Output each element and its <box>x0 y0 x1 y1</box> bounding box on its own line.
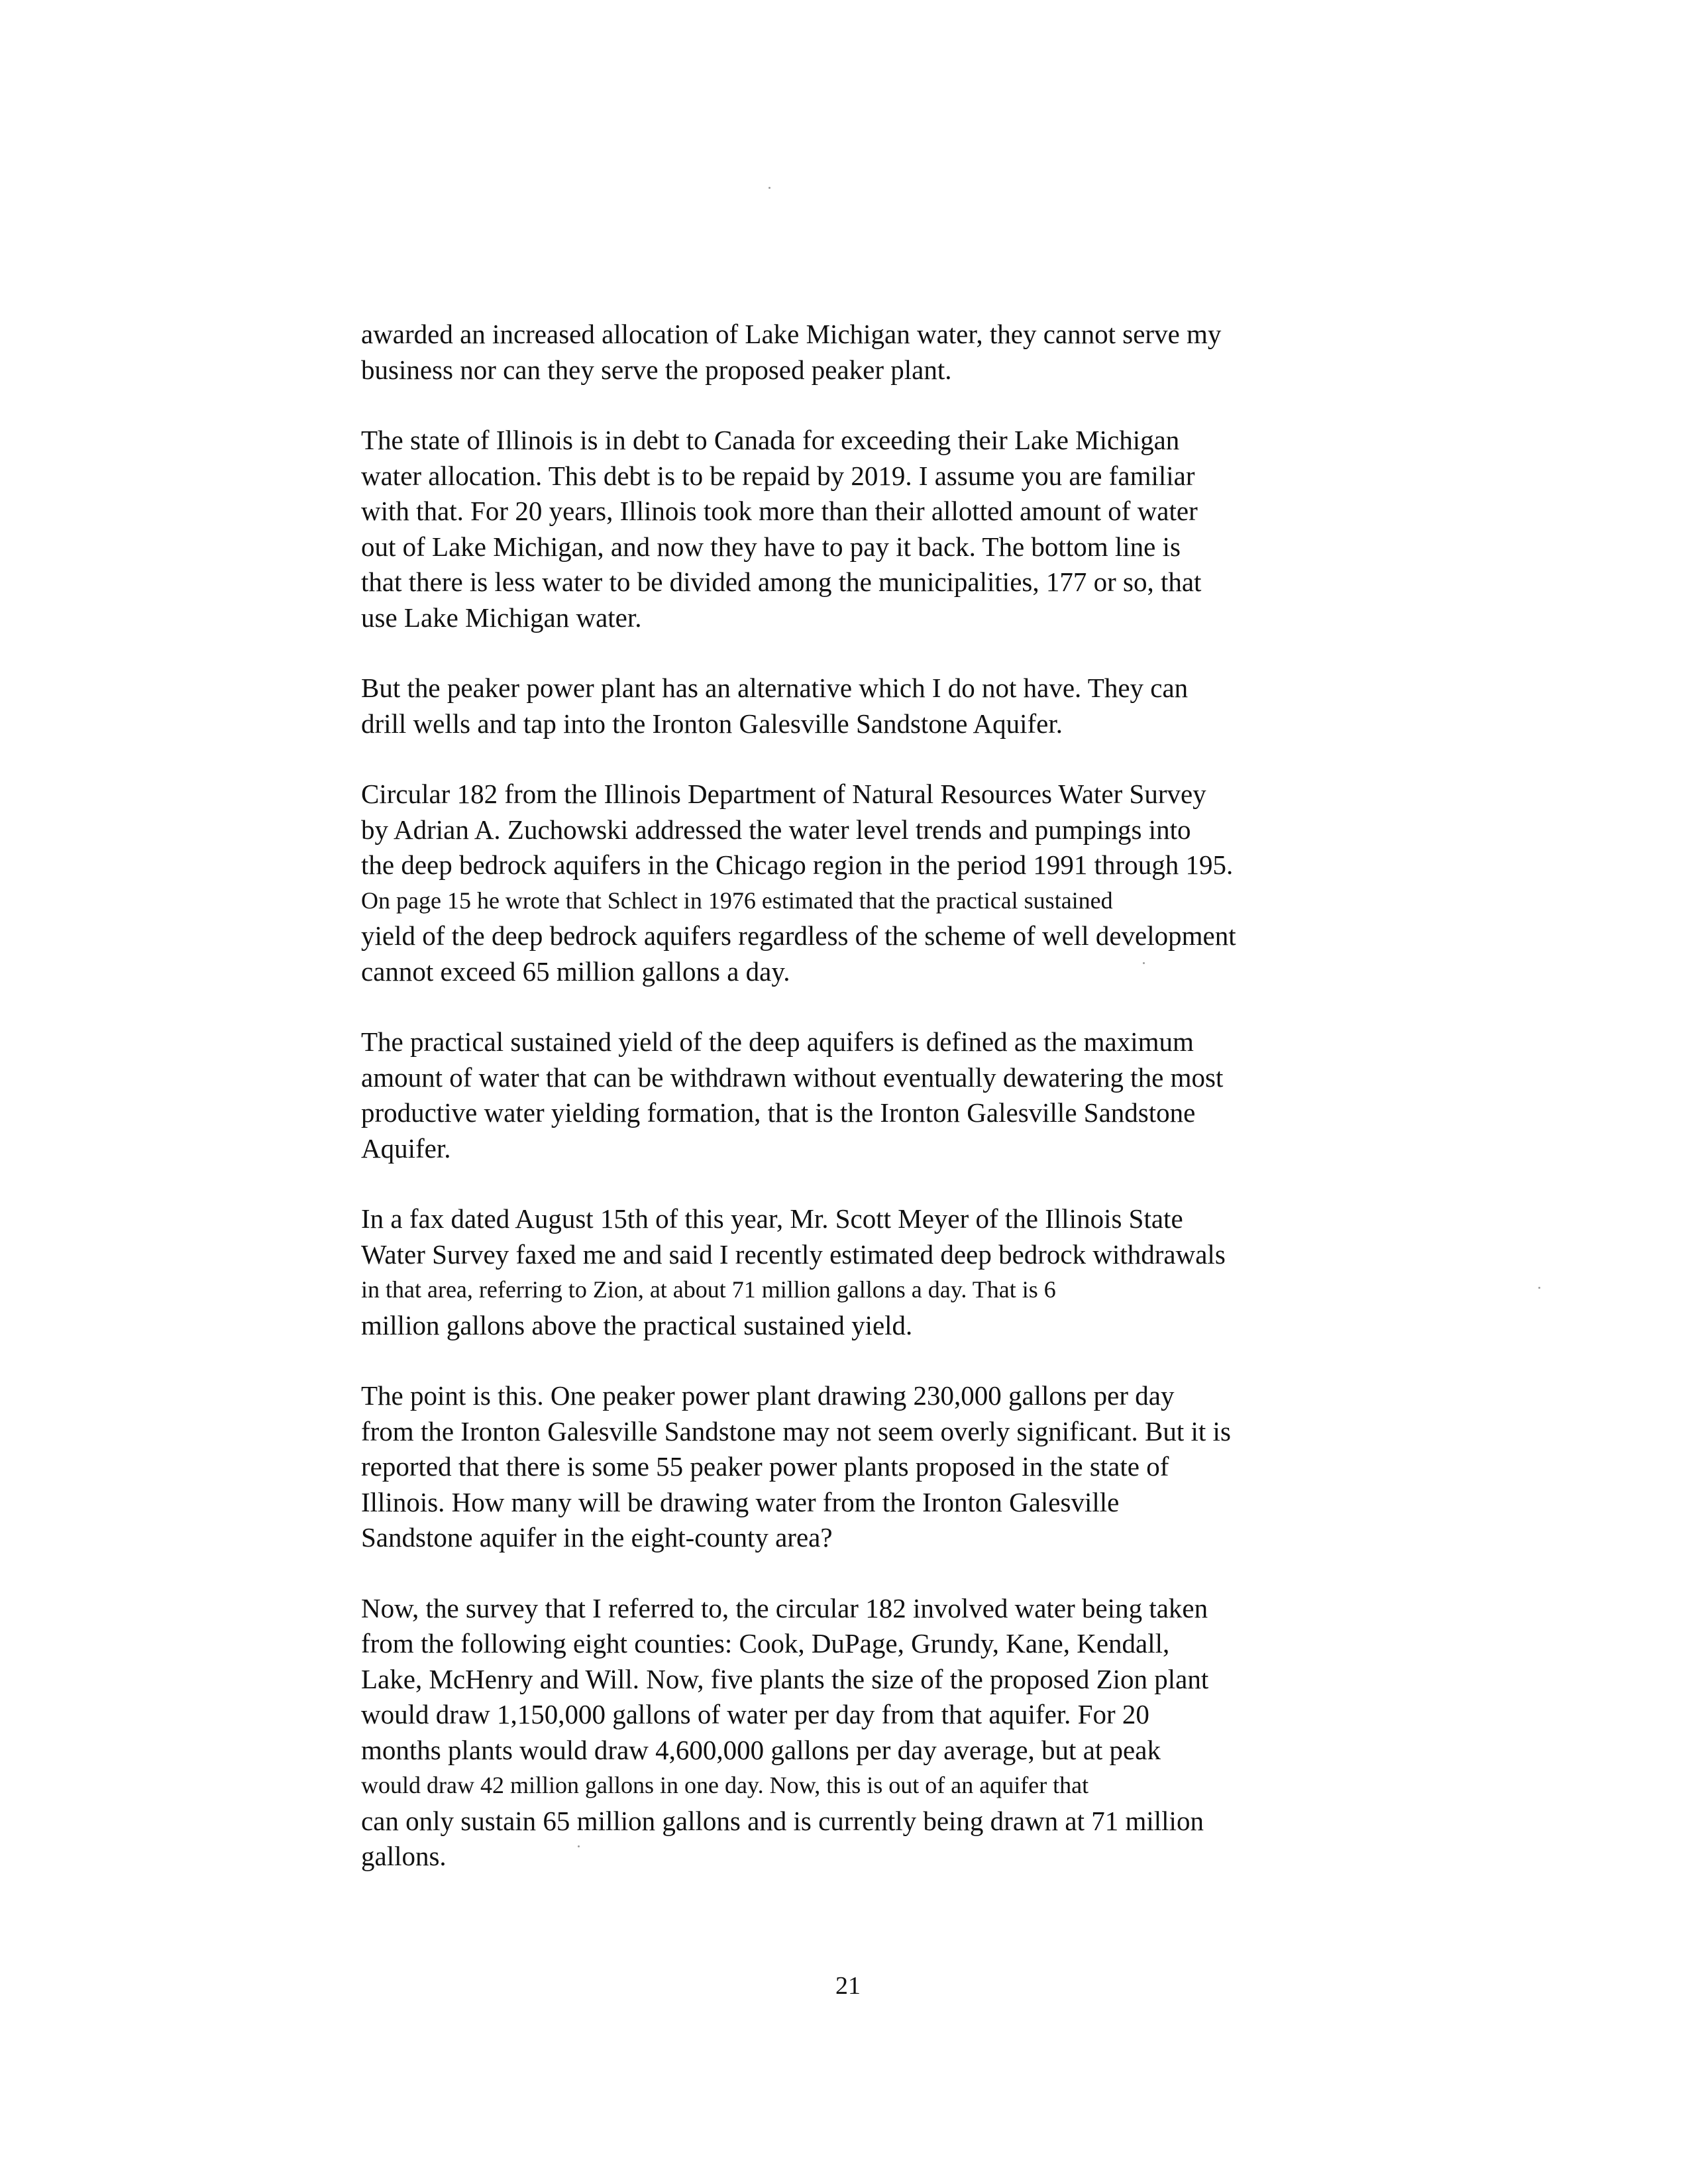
text-line: In a fax dated August 15th of this year, Mr. Scott Meyer of the Illinois State <box>361 1203 1183 1234</box>
text-line: The state of Illinois is in debt to Canada for exceeding their Lake Michigan <box>361 425 1180 455</box>
text-line: would draw 1,150,000 gallons of water per day from that aquifer. For 20 <box>361 1699 1149 1729</box>
paragraph-2 <box>361 423 1355 635</box>
paragraph-7 <box>361 1378 1355 1556</box>
text-line: out of Lake Michigan, and now they have to pay it back. The bottom line is <box>361 531 1181 562</box>
text-line: business nor can they serve the proposed peaker plant. <box>361 354 952 385</box>
text-line: productive water yielding formation, that is the Ironton Galesville Sandstone <box>361 1097 1196 1128</box>
text-line: Lake, McHenry and Will. Now, five plants the size of the proposed Zion plant <box>361 1663 1209 1694</box>
text-line: by Adrian A. Zuchowski addressed the water level trends and pumpings into <box>361 814 1191 845</box>
paragraph-1 <box>361 317 1355 388</box>
text-line: in that area, referring to Zion, at about 71 million gallons a day. That is 6 <box>361 1276 1056 1303</box>
text-line: Now, the survey that I referred to, the circular 182 involved water being taken <box>361 1592 1208 1623</box>
scan-speck <box>768 187 770 189</box>
text-line: months plants would draw 4,600,000 gallons per day average, but at peak <box>361 1734 1161 1765</box>
text-line: amount of water that can be withdrawn without eventually dewatering the most <box>361 1062 1224 1093</box>
paragraph-8 <box>361 1591 1355 1875</box>
text-line: from the following eight counties: Cook, DuPage, Grundy, Kane, Kendall, <box>361 1628 1170 1659</box>
text-line: The point is this. One peaker power plant drawing 230,000 gallons per day <box>361 1380 1175 1411</box>
text-line: On page 15 he wrote that Schlect in 1976 estimated that the practical sustained <box>361 887 1113 914</box>
text-line: drill wells and tap into the Ironton Galesville Sandstone Aquifer. <box>361 708 1063 739</box>
text-line: that there is less water to be divided among the municipalities, 177 or so, that <box>361 567 1202 597</box>
text-line: Illinois. How many will be drawing water from the Ironton Galesville <box>361 1486 1120 1517</box>
text-line: million gallons above the practical sustained yield. <box>361 1309 913 1340</box>
text-line: Sandstone aquifer in the eight-county area? <box>361 1522 833 1553</box>
text-line: from the Ironton Galesville Sandstone may not seem overly significant. But it is <box>361 1415 1231 1447</box>
paragraph-3 <box>361 671 1355 741</box>
text-line: awarded an increased allocation of Lake Michigan water, they cannot serve my <box>361 319 1222 349</box>
text-line: with that. For 20 years, Illinois took more than their allotted amount of water <box>361 496 1198 526</box>
text-line: the deep bedrock aquifers in the Chicago region in the period 1991 through 195. <box>361 849 1234 880</box>
paragraph-4 <box>361 777 1355 989</box>
text-line: But the peaker power plant has an alternative which I do not have. They can <box>361 673 1189 703</box>
text-line: water allocation. This debt is to be repaid by 2019. I assume you are familiar <box>361 460 1195 491</box>
scan-speck <box>1538 1287 1540 1289</box>
text-line: Aquifer. <box>361 1132 451 1164</box>
text-line: cannot exceed 65 million gallons a day. <box>361 956 790 987</box>
body-text <box>361 317 1355 1910</box>
page-number: 21 <box>835 1972 861 2000</box>
text-line: The practical sustained yield of the deep aquifers is defined as the maximum <box>361 1026 1194 1057</box>
text-line: gallons. <box>361 1841 447 1871</box>
text-line: Water Survey faxed me and said I recently estimated deep bedrock withdrawals <box>361 1238 1226 1270</box>
paragraph-6 <box>361 1201 1355 1343</box>
text-line: reported that there is some 55 peaker power plants proposed in the state of <box>361 1451 1169 1482</box>
text-line: Circular 182 from the Illinois Department of Natural Resources Water Survey <box>361 779 1206 809</box>
text-line: would draw 42 million gallons in one day. Now, this is out of an aquifer that <box>361 1772 1089 1798</box>
text-line: can only sustain 65 million gallons and is currently being drawn at 71 million <box>361 1805 1204 1836</box>
text-line: use Lake Michigan water. <box>361 602 642 633</box>
text-line: yield of the deep bedrock aquifers regardless of the scheme of well development <box>361 920 1236 951</box>
paragraph-5 <box>361 1024 1355 1166</box>
